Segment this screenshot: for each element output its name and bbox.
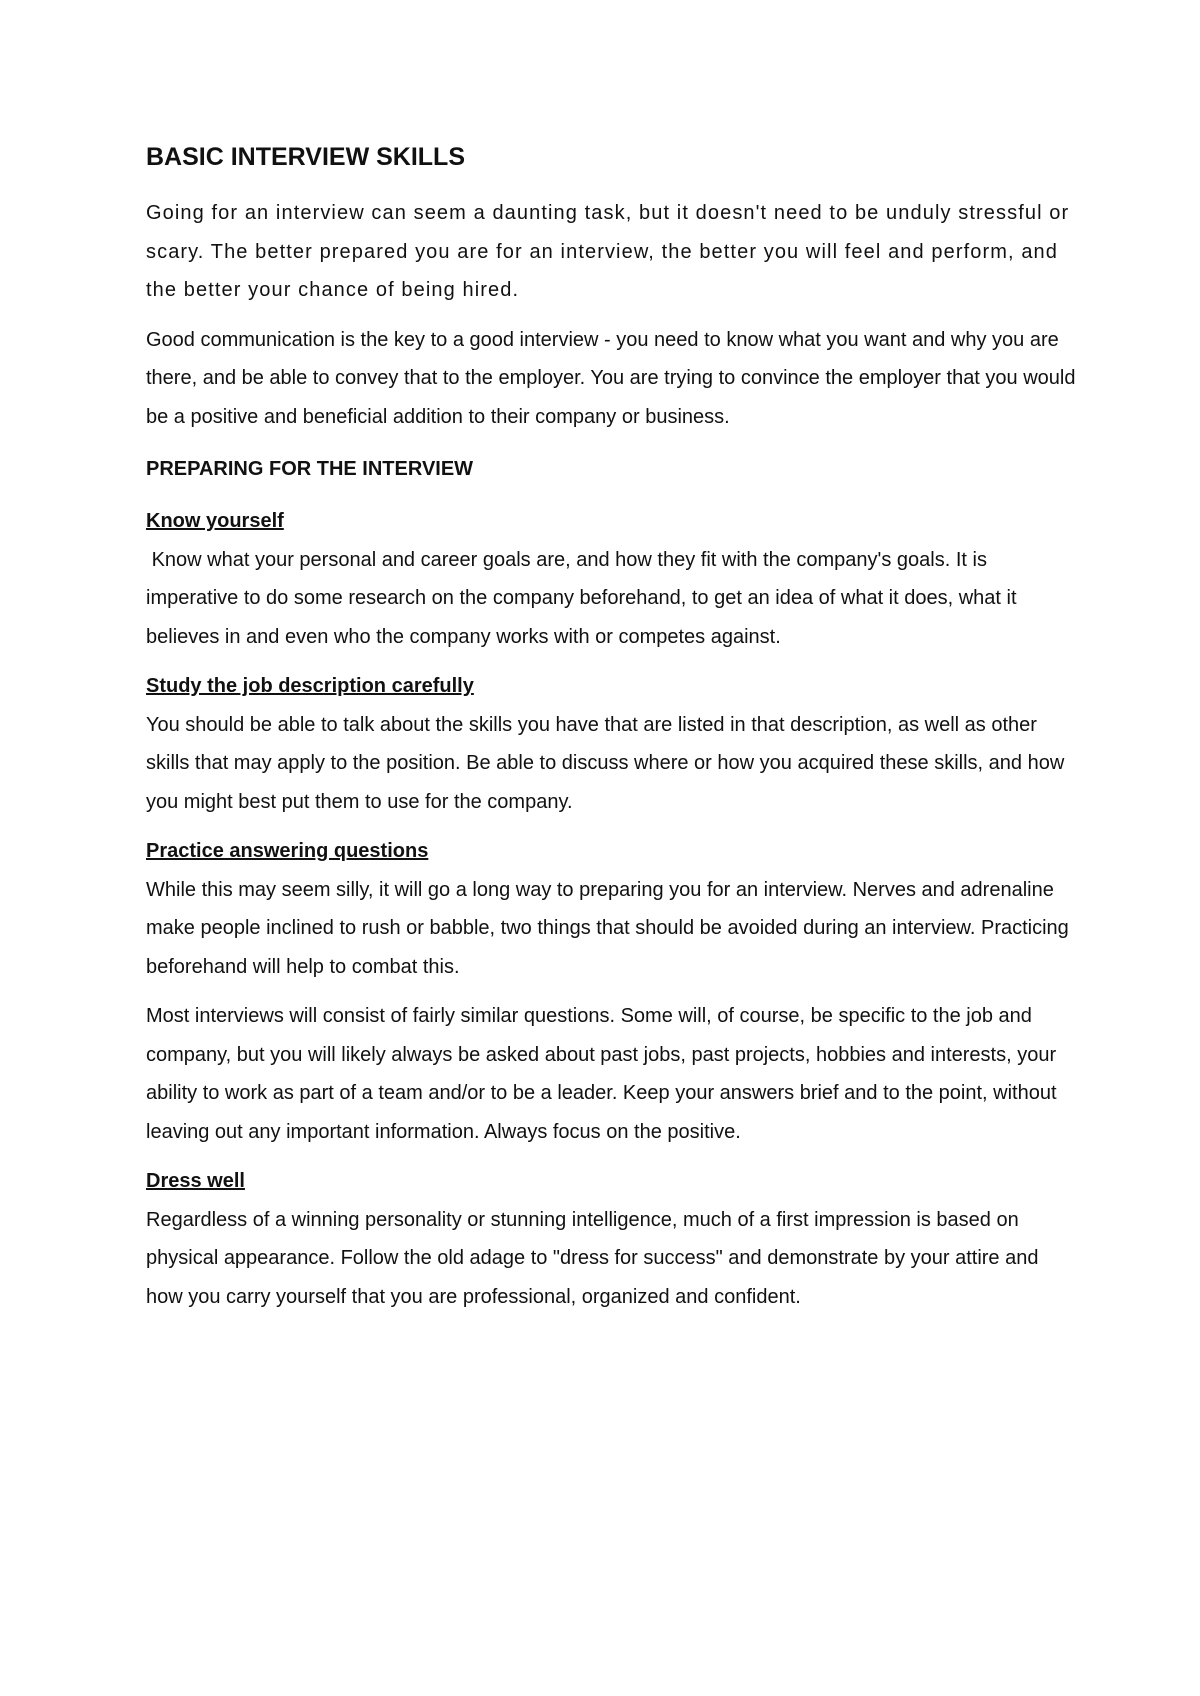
paragraph-dress-well: Regardless of a winning personality or stunning intelligence, much of a first impression is based on physical appearance. Follow the old adage to "dress for success" and demonstrate by your attire and how you carry yourself that you are professional, organized and confident.	[146, 1208, 1039, 1308]
subheading-dress-well: Dress well	[146, 1170, 245, 1192]
subheading-know-yourself: Know yourself	[146, 510, 284, 532]
document-title: BASIC INTERVIEW SKILLS	[146, 143, 466, 171]
paragraph-practice: While this may seem silly, it will go a long way to preparing you for an interview. Nerves and adrenaline make people inclined to rush or babble, two things that should be avoided during an interview. Practicing beforehand will help to combat this.	[146, 878, 1069, 978]
paragraph-job-description: You should be able to talk about the skills you have that are listed in that description, as well as other skills that may apply to the position. Be able to discuss where or how you acquired these skills, and how you might best put them to use for the company.	[146, 713, 1065, 813]
section-practice	[146, 832, 1076, 1151]
document-page	[146, 138, 1076, 1327]
communication-paragraph: Good communication is the key to a good interview - you need to know what you want and why you are there, and be able to convey that to the employer. You are trying to convince the employer that you would be a positive and beneficial addition to their company or business.	[146, 328, 1076, 428]
section-heading-preparing: PREPARING FOR THE INTERVIEW	[146, 458, 474, 480]
paragraph-know-yourself: Know what your personal and career goals are, and how they fit with the company's goals. It is imperative to do some research on the company beforehand, to get an idea of what it does, what it believes in and even who the company works with or competes against.	[146, 548, 1023, 648]
subheading-practice: Practice answering questions	[146, 840, 429, 862]
intro-paragraph: Going for an interview can seem a daunting task, but it doesn't need to be unduly stressful or scary. The better prepared you are for an interview, the better you will feel and perform, and the better your chance of being hired.	[146, 202, 1070, 301]
section-know-yourself	[146, 502, 1076, 656]
paragraph-practice-extra: Most interviews will consist of fairly similar questions. Some will, of course, be specific to the job and company, but you will likely always be asked about past jobs, past projects, hobbies and interests, your ability to work as part of a team and/or to be a leader. Keep your answers brief and to the point, without leaving out any important information. Always focus on the positive.	[146, 1005, 1057, 1143]
subheading-job-description: Study the job description carefully	[146, 675, 474, 697]
section-dress-well	[146, 1162, 1076, 1316]
section-job-description	[146, 667, 1076, 821]
